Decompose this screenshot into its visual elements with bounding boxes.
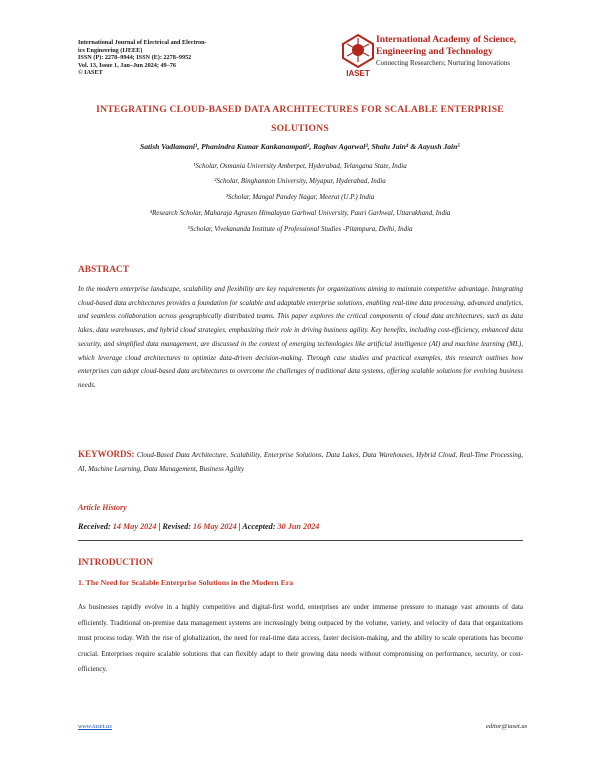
author-list: Satish Vadlamani¹, Phanindra Kumar Kankanampati², Raghav Agarwal³, Shalu Jain⁴ & Aayush Jain⁵: [139, 142, 461, 151]
journal-info: [78, 39, 258, 77]
introduction-paragraph: As businesses rapidly evolve in a highly competitive and digital-first world, enterprises are under immense pressure to manage vast amounts of data efficiently. Traditional on-premise data management systems are increasingly being outpaced by the volume, variety, and velocity of data that organizations must process today. With the rise of globalization, the need for real-time data access, faster decision-making, and the ability to scale operations has become crucial. Enterprises require scalable solutions that can flexibly adapt to their growing data needs without compromising on performance, security, or cost-efficiency.: [78, 603, 523, 673]
journal-volume: Vol. 13, Issue 1, Jan–Jun 2024; 49–76: [78, 61, 176, 69]
introduction-heading: INTRODUCTION: [78, 558, 154, 568]
journal-copyright: © IASET: [78, 69, 103, 77]
footer-website-link[interactable]: www.iaset.us: [78, 723, 112, 730]
paper-title-line2: SOLUTIONS: [271, 123, 329, 134]
abstract-heading: ABSTRACT: [78, 265, 130, 275]
abstract-text: In the modern enterprise landscape, scalability and flexibility are key requirements for organizations aiming to maintain competitive advantage. Integrating cloud-based data architectures provides a foundation for scalable and adaptable enterprise solutions, enabling real-time data processing, advanced analytics, and seamless collaboration across geographically distributed teams. This paper explores the critical components of cloud data architectures, such as data lakes, data warehouses, and hybrid cloud strategies, emphasizing their role in driving business agility. Key benefits, including cost-efficiency, enhanced data security, and simplified data management, are discussed in the context of emerging technologies like artificial intelligence (AI) and machine learning (ML), which leverage cloud architectures to optimize data-driven decision-making. Through case studies and practical examples, this research outlines how enterprises can adopt cloud-based data architectures to overcome the challenges of traditional data systems, offering scalable solutions for evolving business needs.: [78, 285, 523, 389]
journal-name-line2: ics Engineering (IJEEE): [78, 46, 143, 54]
affiliation-3: ³Scholar, Mangal Pandey Nagar, Meerut (U.P.) India: [225, 193, 375, 201]
keywords: [78, 447, 523, 476]
affiliation-2: ²Scholar, Binghamton University, Miyapur, Hyderabad, India: [214, 177, 386, 185]
logo-title-line2: Engineering and Technology: [376, 46, 493, 57]
affiliation-1: ¹Scholar, Osmania University Amberpet, Hyderabad, Telangana State, India: [193, 162, 407, 170]
accepted-label: | Accepted:: [236, 522, 278, 531]
accepted-date: 30 Jun 2024: [277, 522, 320, 531]
article-history-heading: Article History: [78, 503, 127, 512]
publisher-logo: [338, 30, 538, 82]
revised-label: | Revised:: [156, 522, 194, 531]
journal-issn: ISSN (P): 2278–9944; ISSN (E): 2278–9952: [78, 54, 192, 62]
keywords-text: Cloud-Based Data Architecture, Scalability, Enterprise Solutions, Data Lakes, Data Warehouses, Hybrid Cloud, Real-Time Processing, AI, Machine Learning, Data Management, Business Agility: [78, 451, 524, 473]
logo-title-line1: International Academy of Science,: [376, 34, 517, 45]
affiliation-4: ⁴Research Scholar, Maharaja Agrasen Himalayan Garhwal University, Pauri Garhwal, Uttarakhand, India: [149, 209, 451, 217]
journal-name-line1: International Journal of Electrical and Electron-: [78, 39, 207, 46]
footer-email: editor@iaset.us: [486, 723, 528, 730]
section-1-heading: 1. The Need for Scalable Enterprise Solutions in the Modern Era: [78, 578, 294, 587]
logo-text: [376, 34, 546, 68]
logo-abbr: IASET: [346, 69, 370, 78]
paper-title: [60, 100, 540, 138]
received-date: 14 May 2024: [112, 522, 157, 531]
divider: [78, 540, 523, 541]
logo-tagline: Connecting Researchers; Nurturing Innovations: [376, 59, 510, 67]
paper-title-line1: INTEGRATING CLOUD-BASED DATA ARCHITECTURES FOR SCALABLE ENTERPRISE: [96, 104, 504, 115]
revised-date: 16 May 2024: [193, 522, 237, 531]
affiliation-5: ⁵Scholar, Vivekananda Institute of Professional Studies -Pitampura, Delhi, India: [187, 225, 413, 233]
received-label: Received:: [78, 522, 113, 531]
iaset-logo-icon: [338, 32, 378, 78]
article-history-dates: [78, 522, 319, 531]
keywords-label: KEYWORDS:: [78, 449, 135, 459]
